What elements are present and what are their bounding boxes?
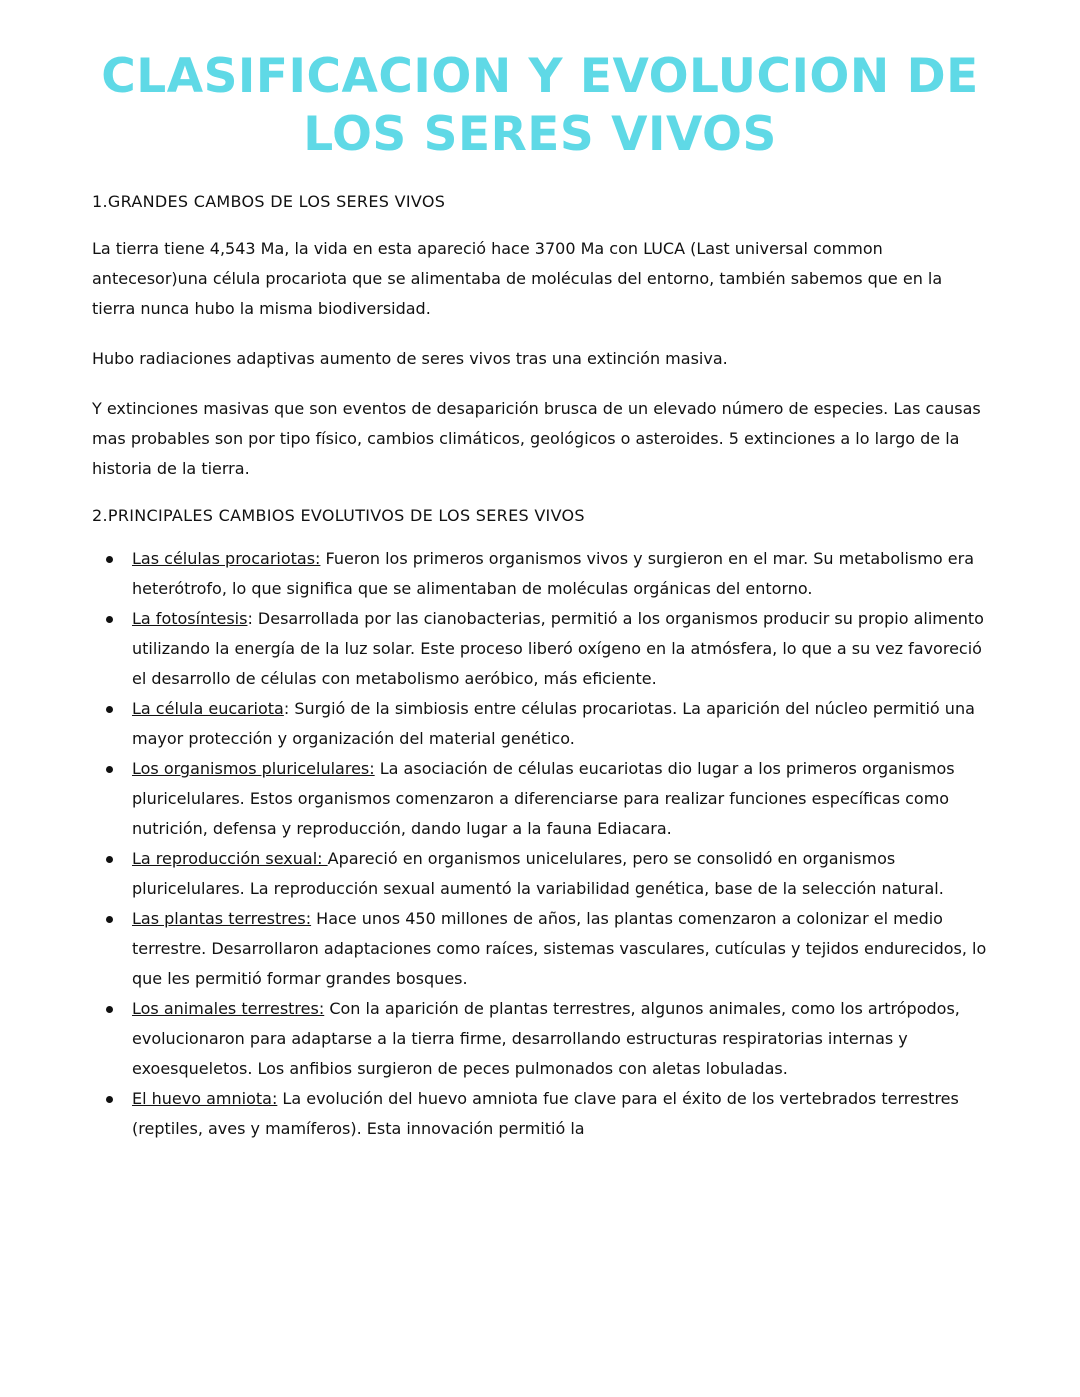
list-item-reproduccion-sexual bbox=[92, 844, 988, 904]
list-item-pluricelulares bbox=[92, 754, 988, 844]
bullet-dot-icon bbox=[106, 766, 113, 773]
list-item-huevo-amniota bbox=[92, 1084, 988, 1144]
bullet-dot-icon bbox=[106, 706, 113, 713]
list-item-term: Los animales terrestres: bbox=[132, 999, 325, 1018]
bullet-dot-icon bbox=[106, 916, 113, 923]
list-item-term: La fotosíntesis bbox=[132, 609, 248, 628]
document-title bbox=[92, 48, 988, 164]
section-1-heading: 1.GRANDES CAMBOS DE LOS SERES VIVOS bbox=[92, 192, 446, 211]
list-item-eucariota bbox=[92, 694, 988, 754]
bullet-dot-icon bbox=[106, 1006, 113, 1013]
list-item-term: El huevo amniota: bbox=[132, 1089, 278, 1108]
list-item-text: Con la aparición de plantas terrestres, algunos animales, como los artrópodos, evolucionaron para adaptarse a la tierra firme, desarrollando estructuras respiratorias internas y exoesqueletos. Los anfibios surgieron de peces pulmonados con aletas lobuladas. bbox=[132, 999, 960, 1078]
list-item-term: Los organismos pluricelulares: bbox=[132, 759, 375, 778]
list-item-text: : Surgió de la simbiosis entre células procariotas. La aparición del núcleo permitió una mayor protección y organización del material genético. bbox=[132, 699, 975, 748]
section-1-paragraph-1: La tierra tiene 4,543 Ma, la vida en esta apareció hace 3700 Ma con LUCA (Last universal common antecesor)una célula procariota que se alimentaba de moléculas del entorno, también sabemos que en la tierra nunca hubo la misma biodiversidad. bbox=[92, 239, 943, 318]
title-line-2: LOS SERES VIVOS bbox=[303, 107, 777, 162]
bullet-dot-icon bbox=[106, 1096, 113, 1103]
list-item-term: La célula eucariota bbox=[132, 699, 284, 718]
list-item-text: Hace unos 450 millones de años, las plantas comenzaron a colonizar el medio terrestre. Desarrollaron adaptaciones como raíces, sistemas vasculares, cutículas y tejidos endurecidos, lo que les permitió formar grandes bosques. bbox=[132, 909, 987, 988]
bullet-dot-icon bbox=[106, 556, 113, 563]
list-item-term: Las células procariotas: bbox=[132, 549, 321, 568]
list-item-procariotas bbox=[92, 544, 988, 604]
list-item-fotosintesis bbox=[92, 604, 988, 694]
list-item-text: : Desarrollada por las cianobacterias, permitió a los organismos producir su propio alimento utilizando la energía de la luz solar. Este proceso liberó oxígeno en la atmósfera, lo que a su vez favoreció el desarrollo de células con metabolismo aeróbico, más eficiente. bbox=[132, 609, 984, 688]
list-item-text: La evolución del huevo amniota fue clave para el éxito de los vertebrados terrestres (reptiles, aves y mamíferos). Esta innovación permitió la bbox=[132, 1089, 959, 1138]
bullet-dot-icon bbox=[106, 616, 113, 623]
title-line-1: CLASIFICACION Y EVOLUCION DE bbox=[101, 49, 979, 104]
list-item-term: Las plantas terrestres: bbox=[132, 909, 312, 928]
list-item-term: La reproducción sexual: bbox=[132, 849, 328, 868]
evolution-changes-list bbox=[92, 544, 988, 1144]
list-item-text: Fueron los primeros organismos vivos y surgieron en el mar. Su metabolismo era heterótrofo, lo que significa que se alimentaban de moléculas orgánicas del entorno. bbox=[132, 549, 975, 598]
section-2-heading: 2.PRINCIPALES CAMBIOS EVOLUTIVOS DE LOS SERES VIVOS bbox=[92, 506, 585, 525]
section-1-paragraph-3: Y extinciones masivas que son eventos de desaparición brusca de un elevado número de especies. Las causas mas probables son por tipo físico, cambios climáticos, geológicos o asteroides. 5 extinciones a lo largo de la historia de la tierra. bbox=[92, 399, 981, 478]
list-item-animales-terrestres bbox=[92, 994, 988, 1084]
section-1-paragraph-2: Hubo radiaciones adaptivas aumento de seres vivos tras una extinción masiva. bbox=[92, 349, 728, 368]
bullet-dot-icon bbox=[106, 856, 113, 863]
list-item-plantas-terrestres bbox=[92, 904, 988, 994]
list-item-text: La asociación de células eucariotas dio lugar a los primeros organismos pluricelulares. Estos organismos comenzaron a diferenciarse para realizar funciones específicas como nutrición, defensa y reproducción, dando lugar a la fauna Ediacara. bbox=[132, 759, 955, 838]
list-item-text: Apareció en organismos unicelulares, pero se consolidó en organismos pluricelulares. La reproducción sexual aumentó la variabilidad genética, base de la selección natural. bbox=[132, 849, 944, 898]
